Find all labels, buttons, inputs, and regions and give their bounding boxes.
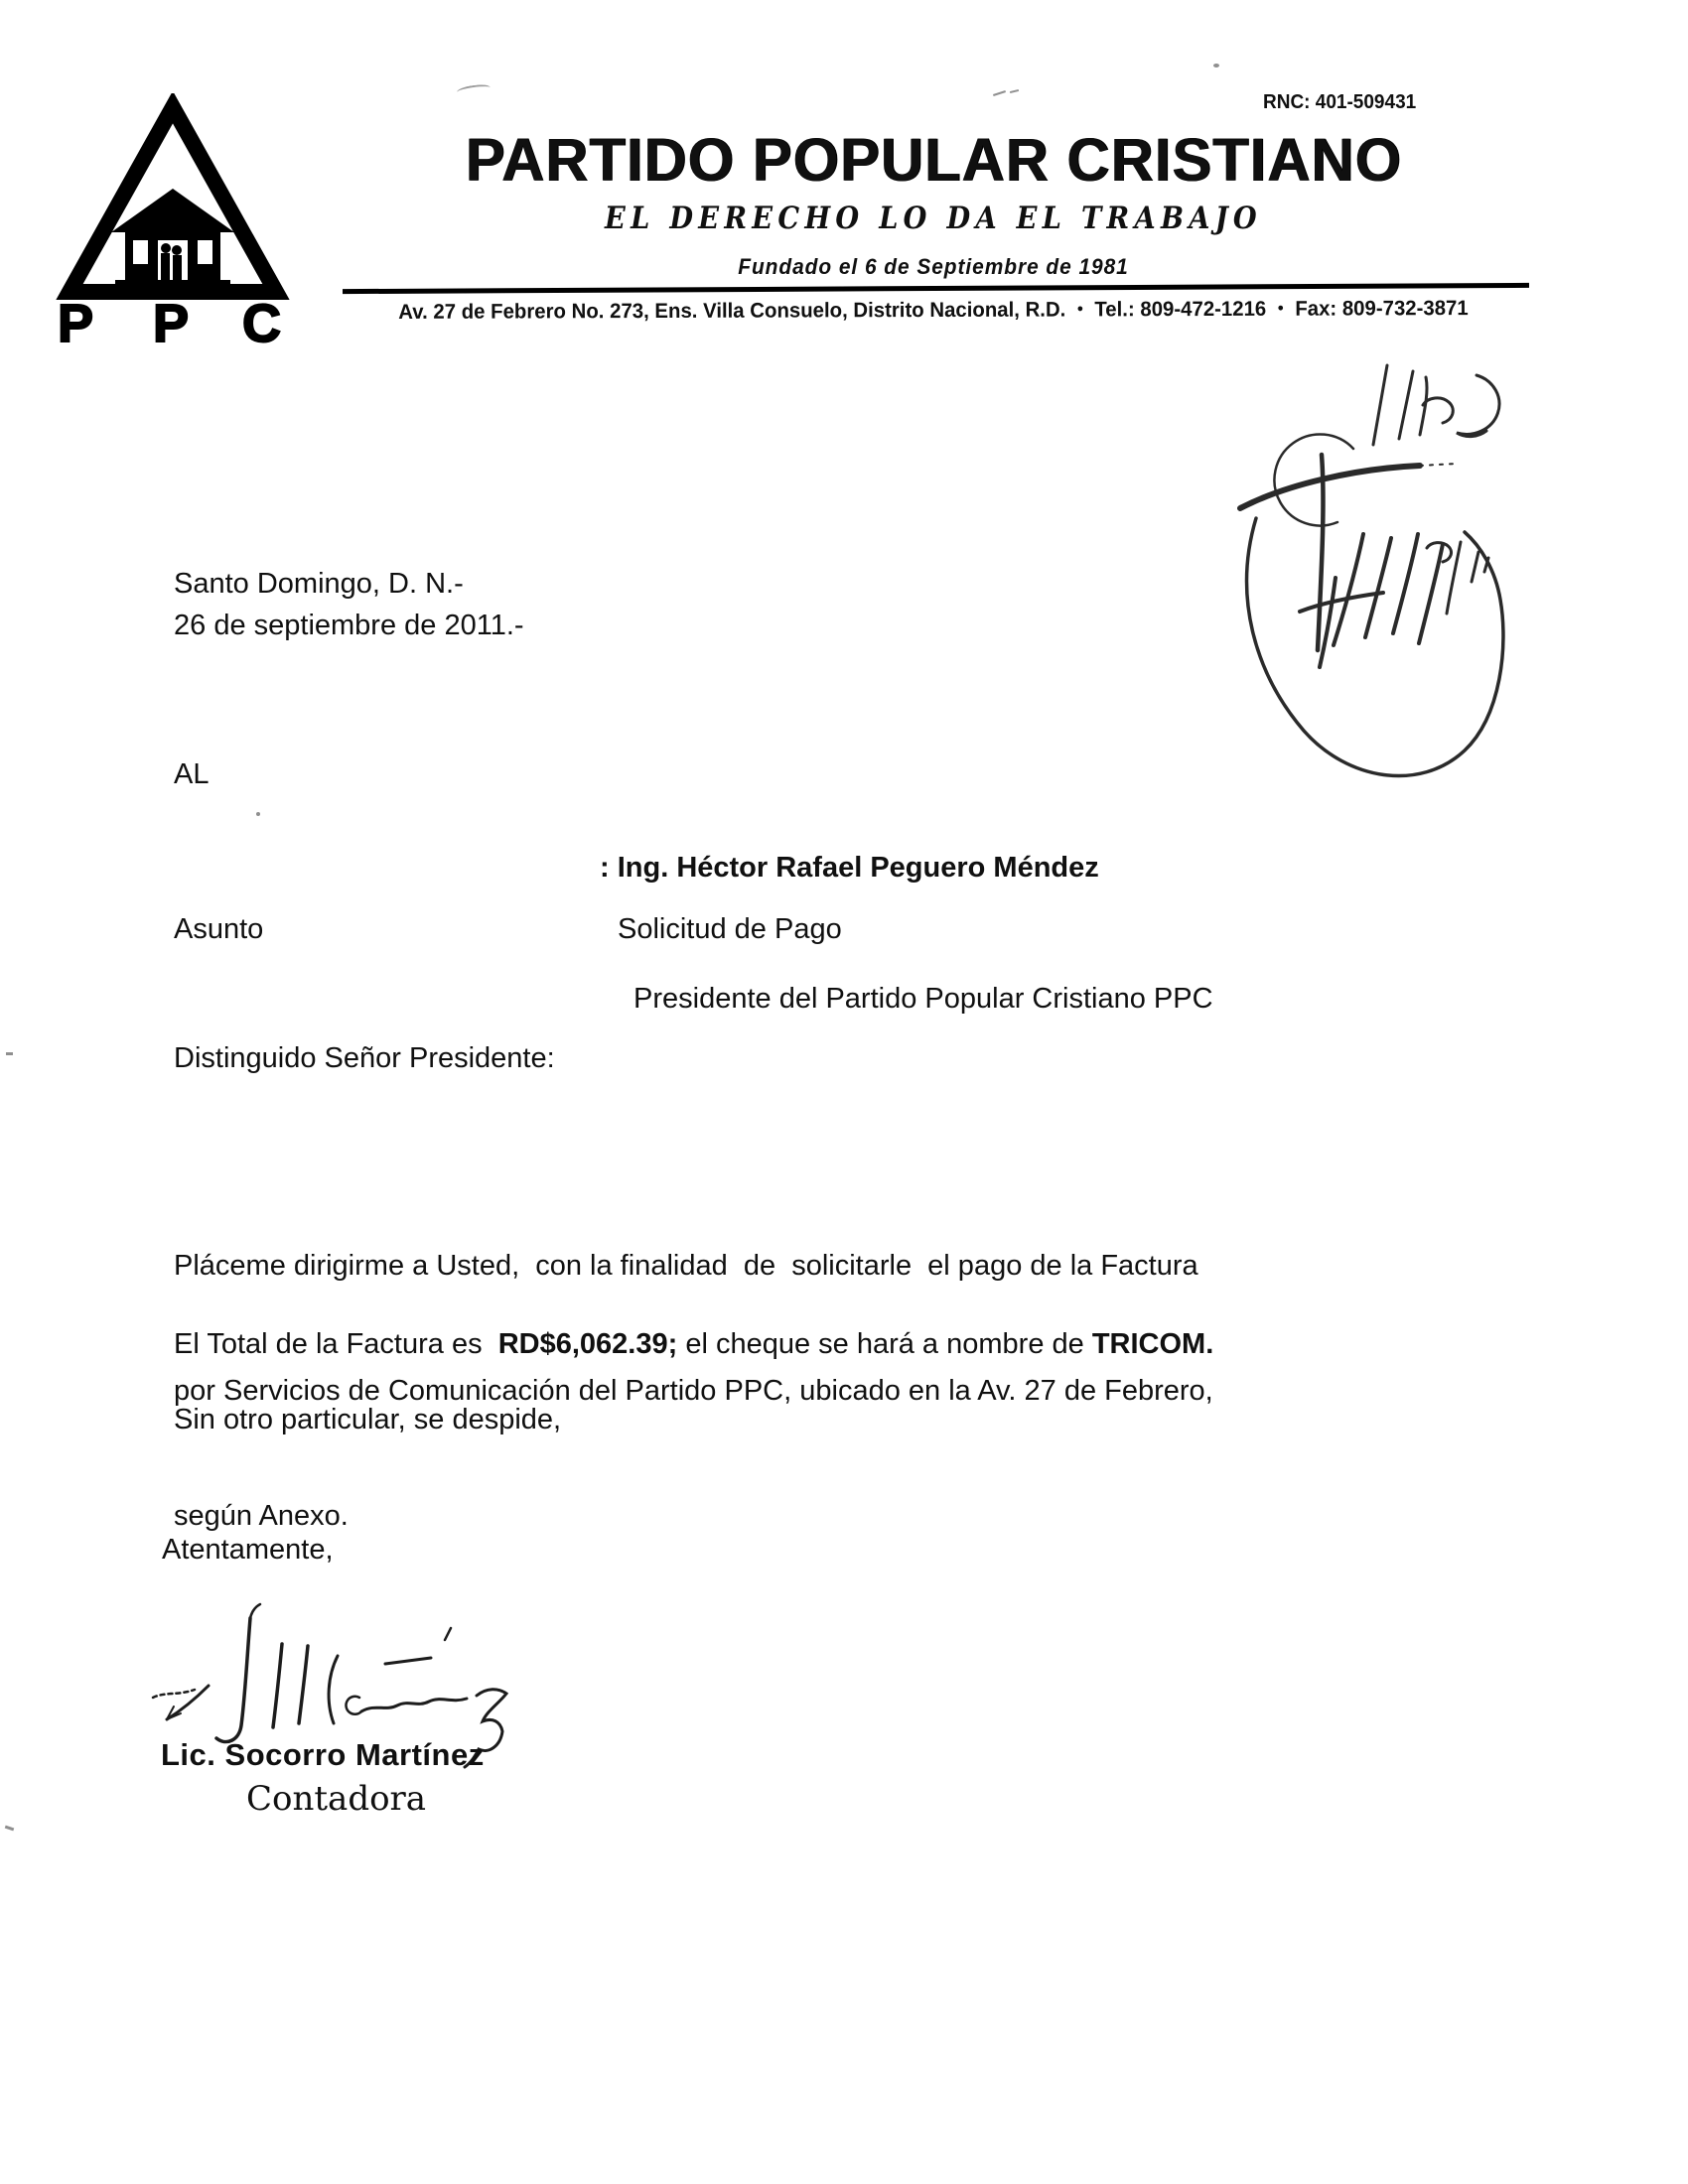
paragraph-line: según Anexo. — [174, 1500, 349, 1532]
ppc-party-logo — [56, 93, 294, 347]
bullet-separator: • — [1076, 299, 1083, 319]
party-slogan: EL DERECHO LO DA EL TRABAJO — [605, 201, 1262, 236]
recipient-title: Presidente del Partido Popular Cristiano PPC — [633, 983, 1213, 1015]
scan-artifact — [5, 1826, 14, 1832]
founded-line: Fundado el 6 de Septiembre de 1981 — [738, 254, 1129, 279]
paragraph-line: por Servicios de Comunicación del Partido PPC, ubicado en la Av. 27 de Febrero, — [174, 1375, 1213, 1407]
invoice-amount: RD$6,062.39; — [497, 1328, 678, 1360]
place-line: Santo Domingo, D. N.- — [174, 568, 464, 600]
handwritten-annotation-scribble — [1216, 347, 1534, 799]
logo-letter-p2: P — [153, 294, 190, 347]
header-divider — [343, 283, 1529, 294]
total-middle: el cheque se hará a nombre de — [677, 1328, 1092, 1360]
logo-ppc-letters — [58, 294, 281, 347]
scan-artifact — [1213, 64, 1219, 68]
total-prefix: El Total de la Factura es — [174, 1328, 498, 1360]
subject-label: Asunto — [174, 913, 264, 945]
salutation: Distinguido Señor Presidente: — [174, 1042, 555, 1074]
subject-value: Solicitud de Pago — [618, 913, 842, 945]
recipient-name: : Ing. Héctor Rafael Peguero Méndez — [600, 852, 1099, 884]
address-text: Av. 27 de Febrero No. 273, Ens. Villa Consuelo, Distrito Nacional, R.D. — [398, 298, 1066, 324]
telephone-text: Tel.: 809-472-1216 — [1094, 297, 1267, 322]
logo-letter-p1: P — [58, 294, 94, 347]
logo-letter-c: C — [242, 294, 281, 347]
signer-name: Lic. Socorro Martínez — [161, 1737, 485, 1772]
contact-line — [307, 297, 1559, 326]
party-name-title: PARTIDO POPULAR CRISTIANO — [465, 126, 1402, 194]
scan-artifact — [1010, 89, 1019, 93]
closing-line: Sin otro particular, se despide, — [174, 1404, 562, 1435]
fax-text: Fax: 809-732-3871 — [1295, 297, 1469, 321]
recipient-label: AL — [174, 758, 210, 790]
farewell-line: Atentamente, — [162, 1534, 334, 1566]
scan-artifact — [993, 90, 1006, 96]
scan-artifact — [256, 812, 260, 816]
signer-title: Contadora — [246, 1779, 427, 1819]
scan-artifact — [457, 83, 492, 97]
payee-name: TRICOM. — [1091, 1328, 1214, 1360]
date-line: 26 de septiembre de 2011.- — [174, 610, 524, 641]
total-amount-line — [174, 1328, 1213, 1361]
rnc-number: RNC: 401-509431 — [1263, 91, 1417, 113]
paragraph-line: Pláceme dirigirme a Usted, con la finalidad de solicitarle el pago de la Factura — [174, 1250, 1198, 1282]
logo-house-icon — [111, 189, 234, 288]
scan-artifact — [6, 1052, 13, 1055]
bullet-separator: • — [1277, 298, 1284, 318]
